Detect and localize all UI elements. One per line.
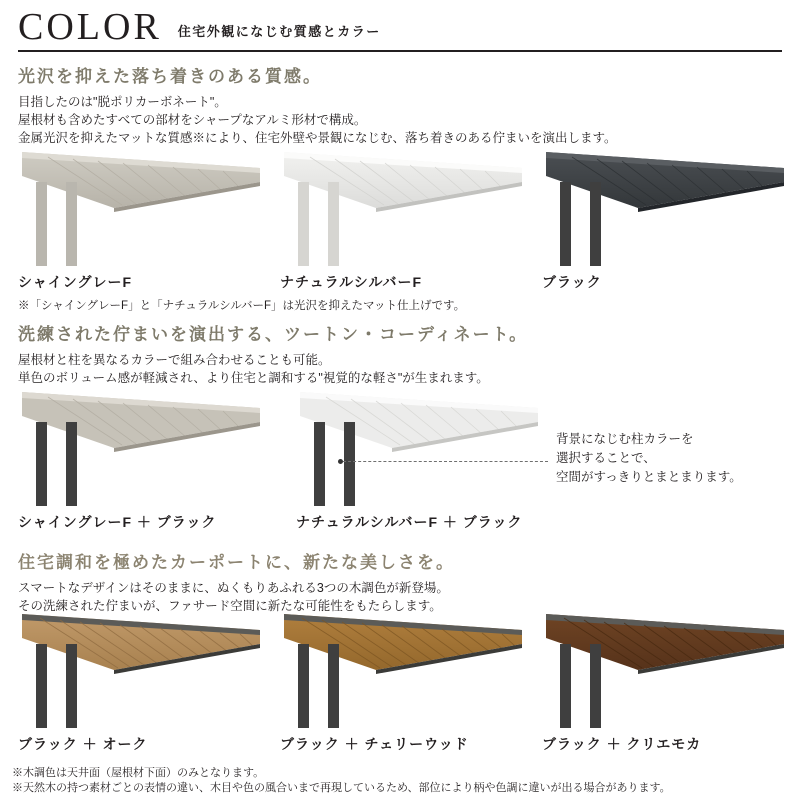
carport-post-left xyxy=(36,422,47,506)
carport-roof-shine-gray xyxy=(18,388,264,450)
callout-line-1: 背景になじむ柱カラーを xyxy=(556,432,694,446)
carport-post-right xyxy=(590,644,601,728)
carport-post-left xyxy=(36,182,47,266)
swatch-shine-gray xyxy=(18,148,264,292)
page-header xyxy=(18,6,782,52)
section-1-swatch-row xyxy=(18,148,782,313)
section-3-line-1: スマートなデザインはそのままに、ぬくもりあふれる3つの木調色が新登場。 xyxy=(18,581,449,595)
carport-post-left xyxy=(560,182,571,266)
section-wood-grain xyxy=(18,548,782,615)
carport-post-left xyxy=(298,644,309,728)
section-1-line-3: 金属光沢を抑えたマットな質感※により、住宅外壁や景観になじむ、落ち着きのある佇まいを演出します。 xyxy=(18,131,617,145)
carport-roof-shine-gray xyxy=(18,148,264,210)
swatch-shine-gray-black xyxy=(18,388,264,532)
callout-line-3: 空間がすっきりとまとまります。 xyxy=(556,470,742,484)
section-2-heading: 洗練された佇まいを演出する、ツートン・コーディネート。 xyxy=(18,325,529,344)
section-1-heading: 光沢を抑えた落ち着きのある質感。 xyxy=(18,67,322,86)
callout-text xyxy=(556,430,796,487)
carport-post-right xyxy=(344,422,355,506)
carport-roof-natural-silver xyxy=(280,148,526,210)
swatch-caption: ブラック ＋ オーク xyxy=(18,736,148,752)
carport-roof-black xyxy=(542,148,788,210)
footnote-1: ※木調色は天井面（屋根材下面）のみとなります。 xyxy=(12,767,265,779)
swatch-caption: ナチュラルシルバーF xyxy=(280,274,423,290)
swatch-caption: シャイングレーF xyxy=(18,274,132,290)
carport-post-left xyxy=(298,182,309,266)
swatch-natural-silver xyxy=(280,148,526,292)
swatch-caption: ブラック ＋ チェリーウッド xyxy=(280,736,469,752)
swatch-black-cherry xyxy=(280,610,526,754)
carport-post-right xyxy=(590,182,601,266)
callout-leader-line xyxy=(343,461,548,462)
swatch-black-oak xyxy=(18,610,264,754)
section-2-line-2: 単色のボリューム感が軽減され、より住宅と調和する"視覚的な軽さ"が生まれます。 xyxy=(18,371,489,385)
section-3-swatch-row xyxy=(18,610,782,754)
carport-post-right xyxy=(66,644,77,728)
carport-post-left xyxy=(36,644,47,728)
section-two-tone xyxy=(18,320,782,387)
carport-post-right xyxy=(66,182,77,266)
swatch-caption: シャイングレーF ＋ ブラック xyxy=(18,514,217,530)
section-1-line-1: 目指したのは"脱ポリカーボネート"。 xyxy=(18,95,227,109)
page-title: COLOR xyxy=(18,6,162,48)
callout-line-2: 選択することで、 xyxy=(556,451,656,465)
section-1-line-2: 屋根材も含めたすべての部材をシャープなアルミ形材で構成。 xyxy=(18,113,367,127)
carport-roof-moka xyxy=(542,610,788,672)
section-3-heading: 住宅調和を極めたカーポートに、新たな美しさを。 xyxy=(18,553,455,572)
carport-roof-cherry xyxy=(280,610,526,672)
carport-post-right xyxy=(328,644,339,728)
page-subtitle: 住宅外観になじむ質感とカラー xyxy=(177,24,381,39)
carport-post-right xyxy=(328,182,339,266)
carport-roof-oak xyxy=(18,610,264,672)
footnote-2: ※天然木の持つ素材ごとの表情の違い、木目や色の風合いまで再現しているため、部位により柄や色調に違いが出る場合があります。 xyxy=(12,782,671,794)
carport-post-right xyxy=(66,422,77,506)
section-2-line-1: 屋根材と柱を異なるカラーで組み合わせることも可能。 xyxy=(18,353,331,367)
swatch-caption: ナチュラルシルバーF ＋ ブラック xyxy=(296,514,523,530)
carport-post-left xyxy=(314,422,325,506)
swatch-natural-silver-black xyxy=(296,388,542,532)
section-1-note: ※「シャイングレーF」と「ナチュラルシルバーF」は光沢を抑えたマット仕上げです。 xyxy=(18,300,466,312)
swatch-caption: ブラック ＋ クリエモカ xyxy=(542,736,702,752)
section-2-body xyxy=(18,351,782,387)
carport-post-left xyxy=(560,644,571,728)
swatch-caption: ブラック xyxy=(542,274,602,290)
section-1-body xyxy=(18,93,782,147)
carport-roof-natural-silver xyxy=(296,388,542,450)
swatch-black-moka xyxy=(542,610,788,754)
section-matte-finish xyxy=(18,62,782,147)
section-3-line-2: その洗練された佇まいが、ファサード空間に新たな可能性をもたらします。 xyxy=(18,599,442,613)
swatch-black xyxy=(542,148,788,292)
